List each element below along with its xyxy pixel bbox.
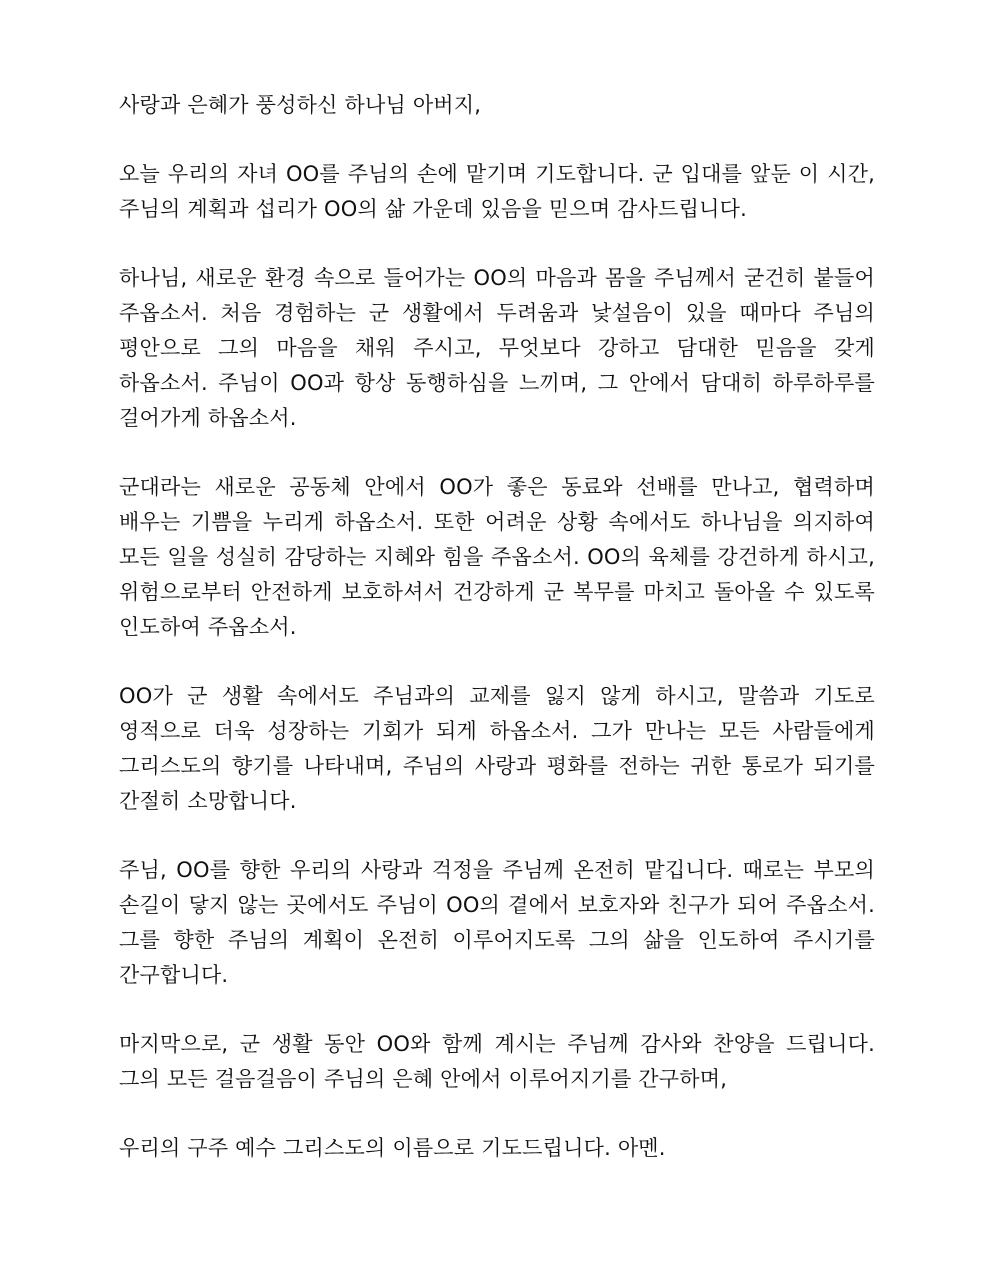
paragraph-community: 군대라는 새로운 공동체 안에서 OO가 좋은 동료와 선배를 만나고, 협력하며 배우는 기쁨을 누리게 하옵소서. 또한 어려운 상황 속에서도 하나님을 의지하여 모든 일을 성실히 감당하는 지혜와 힘을 주옵소서. OO의 육체를 강건하게 하시고, 위험으로부터 안전하게 보호하셔서 건강하게 군 복무를 마치고 돌아올 수 있도록 인도하여 주옵소서. [119,475,875,639]
paragraph-new-environment: 하나님, 새로운 환경 속으로 들어가는 OO의 마음과 몸을 주님께서 굳건히 붙들어 주옵소서. 처음 경험하는 군 생활에서 두려움과 낯설음이 있을 때마다 주님의 평안으로 그의 마음을 채워 주시고, 무엇보다 강하고 담대한 믿음을 갖게 하옵소서. 주님이 OO과 항상 동행하심을 느끼며, 그 안에서 담대히 하루하루를 걸어가게 하옵소서. [119,266,875,430]
paragraph-thanksgiving: 마지막으로, 군 생활 동안 OO와 함께 계시는 주님께 감사와 찬양을 드립니다. 그의 모든 걸음걸음이 주님의 은혜 안에서 이루어지기를 간구하며, [119,1032,875,1091]
paragraph-spiritual-growth: OO가 군 생활 속에서도 주님과의 교제를 잃지 않게 하시고, 말씀과 기도로 영적으로 더욱 성장하는 기회가 되게 하옵소서. 그가 만나는 모든 사람들에게 그리스도의 향기를 나타내며, 주님의 사랑과 평화를 전하는 귀한 통로가 되기를 간절히 소망합니다. [119,684,875,813]
paragraph-entrusting: 주님, OO를 향한 우리의 사랑과 걱정을 주님께 온전히 맡깁니다. 때로는 부모의 손길이 닿지 않는 곳에서도 주님이 OO의 곁에서 보호자와 친구가 되어 주옵소서. 그를 향한 주님의 계획이 온전히 이루어지도록 그의 삶을 인도하여 주시기를 간구합니다. [119,858,875,987]
paragraph-salutation: 사랑과 은혜가 풍성하신 하나님 아버지, [119,93,482,117]
paragraph-closing: 우리의 구주 예수 그리스도의 이름으로 기도드립니다. 아멘. [119,1136,666,1160]
document-body [119,88,875,1166]
paragraph-opening: 오늘 우리의 자녀 OO를 주님의 손에 맡기며 기도합니다. 군 입대를 앞둔 이 시간, 주님의 계획과 섭리가 OO의 삶 가운데 있음을 믿으며 감사드립니다. [119,162,875,221]
